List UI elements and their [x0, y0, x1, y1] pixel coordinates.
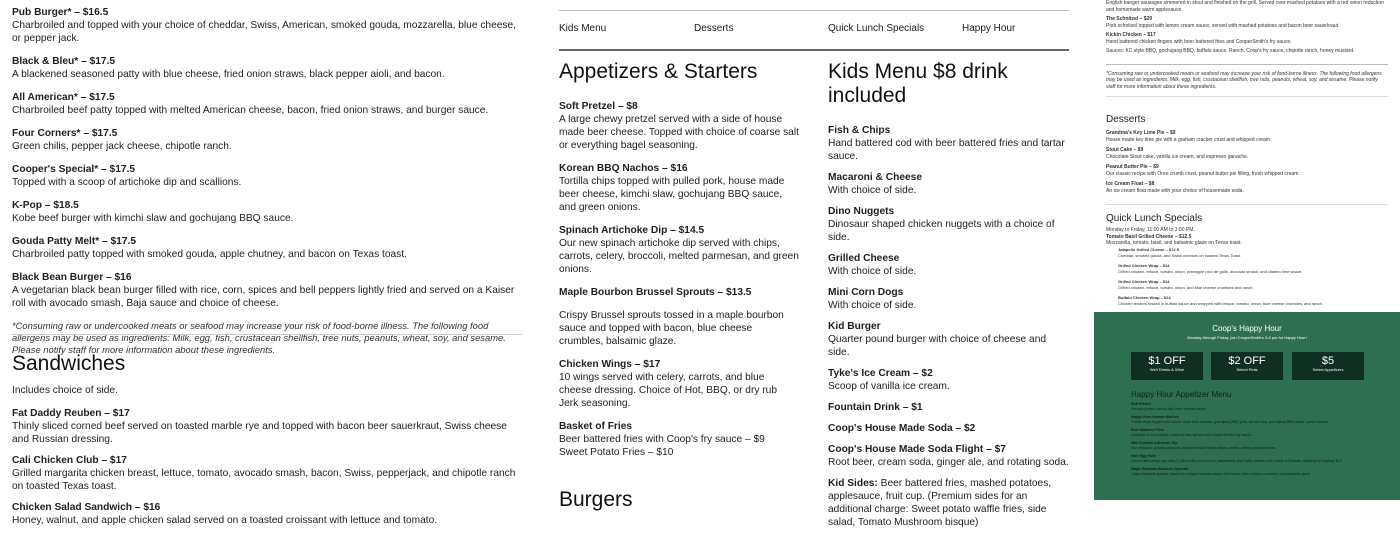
menu-item	[12, 6, 522, 45]
mains-line: Pork schnitzel topped with lemon cream sauce, served with mashed potatoes and bacon beer sauerkraut.	[1106, 22, 1340, 29]
item-name: Black & Bleu* – $17.5	[12, 56, 116, 67]
kids-section	[828, 60, 1069, 539]
item-name: All American* – $17.5	[12, 92, 115, 103]
item-desc: Charbroiled and topped with your choice of cheddar, Swiss, American, smoked gouda, mozzarella, blue cheese, or pepper jack.	[12, 20, 516, 44]
happy-line: Our delicious spinach artichoke dip served with tortilla chips, carrots, celery, and parmesan.	[1131, 446, 1277, 450]
happy-line: Irish Egg Rolls	[1131, 454, 1157, 458]
item-name: Grilled Cheese	[828, 253, 900, 264]
lunch-line: Cheddar, smoked gouda, and Swiss cheeses on toasted Texas Toast.	[1118, 253, 1242, 258]
nav-desserts[interactable]: Desserts	[694, 23, 734, 34]
item-name: Kid Burger	[828, 321, 881, 332]
lunch-line: Grilled chicken, lettuce, tomato, onion, and blue cheese crumbles and ranch.	[1118, 285, 1254, 290]
deal-amount: $2 OFF	[1228, 355, 1266, 367]
item-name: Pub Burger* – $16.5	[12, 7, 109, 18]
item-desc: A large chewy pretzel served with a side of house made beer cheese. Topped with choice of coarse salt or everything bagel seasoning.	[559, 114, 799, 151]
nav-happy-hour[interactable]: Happy Hour	[962, 23, 1016, 34]
item-desc: With choice of side.	[828, 266, 917, 277]
allergen-note-small: *Consuming raw or undercooked meats or seafood may increase your risk of food-borne illness. The following food allergens may be used as ingredients: Milk, egg, fish, crustacean shellfish, tree nuts, peanuts, wheat, soy, and sesame. Please notify staff for more information about these ingredients.	[1106, 70, 1382, 90]
menu-item	[828, 205, 1069, 244]
item-name: Dino Nuggets	[828, 206, 895, 217]
item-desc: Kobe beef burger with kimchi slaw and gochujang BBQ sauce.	[12, 213, 294, 224]
item-desc: House made key lime pie with a graham cracker crust and whipped cream.	[1106, 136, 1272, 143]
next-section-title: Burgers	[559, 488, 633, 511]
deal-label: Well Drinks & Wine	[1149, 367, 1185, 372]
menu-item	[559, 286, 799, 299]
item-name: Gouda Patty Melt* – $17.5	[12, 236, 136, 247]
item-desc-extra: Sweet Potato Fries – $10	[559, 447, 674, 458]
happy-deal	[1211, 352, 1283, 380]
divider	[1106, 96, 1388, 97]
menu-item	[12, 55, 522, 81]
dessert-item	[1106, 164, 1388, 177]
item-desc: A blackened seasoned patty with blue cheese, fried onion straws, black pepper aioli, and bacon.	[12, 69, 445, 80]
item-desc: Tortilla chips topped with pulled pork, house made beer cheese, kimchi slaw, gochujang BBQ sauce, and green onions.	[559, 176, 785, 213]
item-desc: Dinosaur shaped chicken nuggets with a choice of side.	[828, 219, 1055, 243]
item-name: Coop's House Made Soda Flight – $7	[828, 444, 1006, 455]
section-divider	[12, 334, 522, 335]
item-desc: Thinly sliced corned beef served on toasted marble rye and topped with bacon beer sauerkraut, Swiss cheese and Russian dressing.	[12, 421, 507, 445]
mains-line: Sauces: KC style BBQ, gochujang BBQ, buffalo sauce, Ranch, Coop's fry sauce, chipotle ranch, honey mustard.	[1106, 48, 1355, 54]
happy-hour-sub: Monday through Friday, join CooperSmith's 3-6 pm for Happy Hour!	[1187, 335, 1307, 340]
sides-label: Kid Sides:	[828, 478, 878, 489]
happy-line: A basket of thin-cut beer battered fries served with CooperSmith's fry sauce.	[1131, 433, 1252, 437]
item-desc: Quarter pound burger with choice of cheese and side.	[828, 334, 1047, 358]
menu-item	[12, 163, 522, 189]
dessert-item	[1106, 130, 1388, 143]
menu-item	[559, 224, 799, 276]
item-name: Soft Pretzel – $8	[559, 101, 638, 112]
menu-item	[828, 401, 1069, 414]
menu-item	[828, 286, 1069, 312]
item-desc: Beer battered fries with Coop's fry sauce – $9	[559, 434, 765, 445]
happy-hour-panel	[1094, 312, 1400, 500]
lunch-line: Mozzarella, tomato, basil, and balsamic glaze on Texas toast.	[1106, 240, 1242, 246]
desserts-section	[1106, 114, 1388, 205]
happy-line: Hand rolled crispy egg rolls (2) filled with corned beef, sauerkraut, and Swiss cheese with a side of Russian dressing for dipping. $15	[1131, 459, 1342, 463]
menu-item	[12, 407, 522, 446]
menu-item	[828, 422, 1069, 435]
happy-line: Beer Battered Fries	[1131, 428, 1165, 432]
item-desc: Chocolate Stout cake, vanilla ice cream, and espresso ganache.	[1106, 153, 1249, 160]
deal-label: Select Pints	[1236, 367, 1258, 372]
happy-line: Maple Bourbon Brussels Sprouts	[1131, 467, 1188, 471]
lunch-line: Grilled chicken, lettuce, tomato, onion, pineapple pico de gallo, avocado smash, and cilantro lime sauce.	[1118, 269, 1303, 274]
dessert-item	[1106, 147, 1388, 160]
menu-item	[559, 162, 799, 214]
menu-item	[828, 252, 1069, 278]
item-name: Maple Bourbon Brussel Sprouts – $13.5	[559, 287, 752, 298]
item-desc: Charbroiled patty topped with smoked gouda, apple chutney, and bacon on Texas toast.	[12, 249, 407, 260]
item-name: Cooper's Special* – $17.5	[12, 164, 136, 175]
item-name: Grandma's Key Lime Pie – $9	[1106, 130, 1176, 136]
item-desc: Grilled margarita chicken breast, lettuce, tomato, avocado smash, bacon, Swiss, pepperjack, and chipotle ranch on toasted Texas toast.	[12, 468, 516, 492]
mains-line: Kickin Chicken – $17	[1106, 32, 1156, 38]
item-name: K-Pop – $18.5	[12, 200, 79, 211]
item-desc: Topped with a scoop of artichoke dip and scallions.	[12, 177, 242, 188]
happy-line: Soft Pretzel	[1131, 402, 1151, 406]
item-name: Mini Corn Dogs	[828, 287, 904, 298]
item-name: Korean BBQ Nachos – $16	[559, 163, 688, 174]
menu-item	[828, 124, 1069, 163]
lunch-sublist	[1106, 247, 1388, 308]
lunch-title: Quick Lunch Specials	[1106, 213, 1203, 224]
item-desc: Scoop of vanilla ice cream.	[828, 381, 950, 392]
item-name: Tyke's Ice Cream – $2	[828, 368, 933, 379]
item-name: Chicken Salad Sandwich – $16	[12, 502, 161, 513]
deal-label: Select Appetizers	[1312, 367, 1344, 372]
happy-deal	[1131, 352, 1203, 380]
item-name: Fountain Drink – $1	[828, 402, 923, 413]
mains-line: Hand battered chicken fingers with beer battered fries and CooperSmith's fry sauce.	[1106, 38, 1292, 45]
item-desc: Honey, walnut, and apple chicken salad served on a toasted croissant with lettuce and tomato.	[12, 515, 438, 526]
lunch-line: Jalapeño Grilled Cheese – $12.5	[1118, 246, 1179, 252]
lunch-section	[1106, 213, 1388, 308]
item-desc: With choice of side.	[828, 300, 917, 311]
item-desc: With choice of side.	[828, 185, 917, 196]
menu-item	[828, 367, 1069, 393]
item-desc: 10 wings served with celery, carrots, and blue cheese dressing. Choice of Hot, BBQ, or dry rub Jerk seasoning.	[559, 372, 778, 409]
menu-item	[12, 501, 522, 527]
menu-item	[828, 443, 1069, 469]
appetizers-title: Appetizers & Starters	[559, 60, 758, 83]
appetizers-section	[559, 60, 799, 469]
item-name: Four Corners* – $17.5	[12, 128, 118, 139]
lunch-line: Grilled Chicken Wrap – $14	[1118, 262, 1170, 268]
right-column	[1094, 0, 1400, 500]
item-name: Fish & Chips	[828, 125, 891, 136]
item-name: Spinach Artichoke Dip – $14.5	[559, 225, 705, 236]
mains-line: English banger sausages simmered in stout and finished on the grill. Served over mashed potatoes with a red onion reduction and homemade warm applesauce.	[1106, 0, 1384, 13]
burgers-title	[559, 488, 633, 512]
lunch-line: Grilled Chicken Wrap – $14	[1118, 278, 1170, 284]
happy-line: Mini Spinach Artichoke Dip	[1131, 441, 1178, 445]
happy-line: Tortilla chips topped with house made beer cheese, gochujang BBQ pork, kimchi slaw, gochujang BBQ sauce, green onions.	[1131, 420, 1329, 424]
item-desc: Root beer, cream soda, ginger ale, and rotating soda.	[828, 457, 1069, 468]
sandwiches-intro: Includes choice of side.	[12, 385, 118, 396]
item-desc: Our new spinach artichoke dip served with chips, carrots, celery, broccoli, melted parmesan, and green onions.	[559, 238, 799, 275]
item-name: Cali Chicken Club – $17	[12, 455, 127, 466]
mains-snippet	[1106, 0, 1388, 97]
menu-item	[559, 309, 799, 348]
item-desc: Green chilis, pepper jack cheese, chipotle ranch.	[12, 141, 232, 152]
lunch-line: Buffalo Chicken Wrap – $14	[1118, 294, 1171, 300]
item-name: Ice Cream Float – $8	[1106, 181, 1155, 187]
item-desc: Our classic recipe with Oreo crumb crust, peanut butter pie filling, fresh whipped cream.	[1106, 170, 1300, 177]
happy-menu-title: Happy Hour Appetizer Menu	[1131, 390, 1232, 399]
sandwiches-title: Sandwiches	[12, 352, 126, 375]
nav-quick-lunch[interactable]: Quick Lunch Specials	[828, 23, 925, 34]
item-name: Chicken Wings – $17	[559, 359, 661, 370]
menu-item	[12, 199, 522, 225]
menu-item	[12, 235, 522, 261]
menu-item	[559, 358, 799, 410]
deal-amount: $1 OFF	[1148, 355, 1186, 367]
divider	[1106, 64, 1388, 65]
lunch-line: Tomato Basil Grilled Cheese – $12.5	[1106, 233, 1192, 240]
item-name: Stout Cake – $9	[1106, 147, 1144, 153]
lunch-hours: Monday to Friday, 11:00 AM to 3:00 PM.	[1106, 227, 1195, 233]
kids-title: Kids Menu $8 drink included	[828, 60, 1008, 107]
kids-sides	[828, 477, 1069, 529]
happy-hour-title: Coop's Happy Hour	[1212, 324, 1282, 333]
item-name: Basket of Fries	[559, 421, 633, 432]
menu-nav	[559, 10, 1069, 51]
happy-line: Crispy brussels sprouts tossed in a maple bourbon sauce with bacon, bleu cheese crumbles, and balsamic glaze.	[1131, 472, 1312, 476]
item-desc: Charbroiled beef patty topped with melted American cheese, bacon, fried onion straws, and burger sauce.	[12, 105, 489, 116]
happy-deal	[1292, 352, 1364, 380]
sandwiches-section	[12, 352, 522, 537]
menu-item	[828, 320, 1069, 359]
item-desc: A vegetarian black bean burger filled with rice, corn, spices and bell peppers lightly fried and served on a Kaiser roll with avocado smash, Baja sauce and choice of cheese.	[12, 285, 515, 309]
menu-item	[559, 100, 799, 152]
menu-item	[12, 271, 522, 310]
menu-item	[559, 420, 799, 459]
dessert-item	[1106, 181, 1388, 194]
item-name: Peanut Butter Pie – $9	[1106, 164, 1159, 170]
mains-line: The Schnitzel – $20	[1106, 16, 1153, 22]
sides-text: Beer battered fries, mashed potatoes, applesauce, fruit cup. (Premium sides for an additional charge: Sweet potato waffle fries, side salad, Tomato Mushroom bisque)	[828, 478, 1052, 528]
item-name: Black Bean Burger – $16	[12, 272, 132, 283]
nav-kids-menu[interactable]: Kids Menu	[559, 23, 607, 34]
item-name: Macaroni & Cheese	[828, 172, 922, 183]
item-desc: An ice cream float made with your choice of housemade soda.	[1106, 187, 1244, 194]
happy-line: Hot soft pretzel served with beer cheese sauce.	[1131, 407, 1207, 411]
item-desc: Hand battered cod with beer battered fries and tartar sauce.	[828, 138, 1065, 162]
desserts-title: Desserts	[1106, 114, 1146, 125]
happy-menu	[1131, 390, 1393, 477]
allergen-note: *Consuming raw or undercooked meats or seafood may increase your risk of food-borne illness. The following food allergens may be used as ingredients: Milk, egg, fish, crustacean shellfish, tree nuts, peanuts, wheat, soy, and sesame. Please notify staff for more information about these ingredients.	[12, 320, 506, 355]
menu-item	[828, 171, 1069, 197]
item-name: Coop's House Made Soda – $2	[828, 423, 976, 434]
menu-item	[12, 127, 522, 153]
happy-line: Happy Hour Korean Nachos	[1131, 415, 1179, 419]
menu-item	[12, 454, 522, 493]
item-name: Fat Daddy Reuben – $17	[12, 408, 130, 419]
item-desc: Crispy Brussel sprouts tossed in a maple bourbon sauce and topped with bacon, blue cheese crumbles, balsamic glaze.	[559, 310, 784, 347]
lunch-line: Chicken tenders tossed in buffalo sauce and wrapped with lettuce, tomato, onion, blue cheese crumbles, and ranch.	[1118, 301, 1323, 306]
menu-item	[12, 91, 522, 117]
deal-amount: $5	[1321, 355, 1335, 367]
divider	[1106, 204, 1388, 205]
burger-list	[12, 6, 522, 356]
